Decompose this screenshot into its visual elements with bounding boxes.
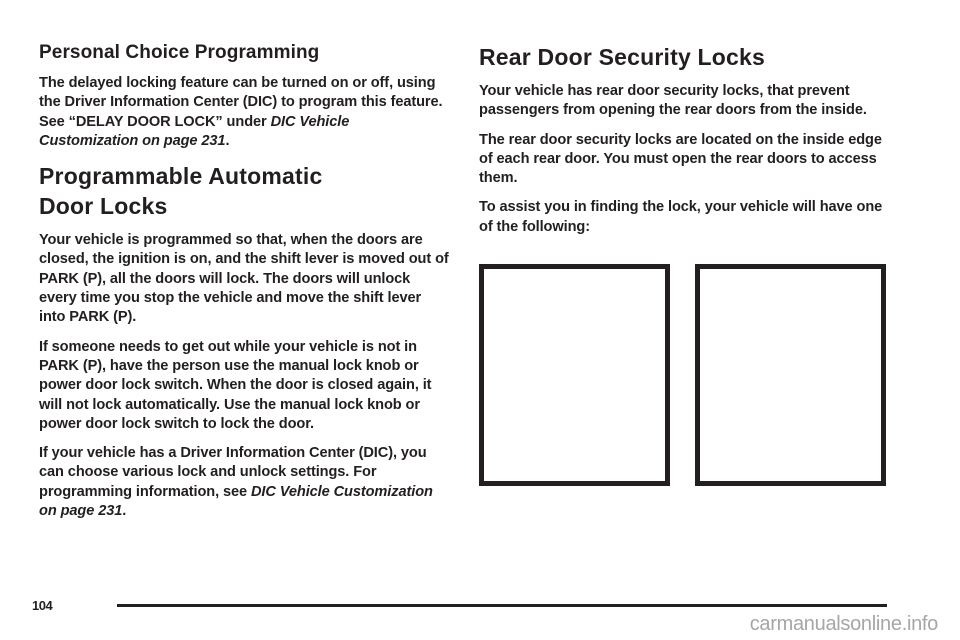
section-heading-personal-choice: Personal Choice Programming (39, 42, 320, 63)
footer-divider (117, 604, 887, 607)
paragraph-text: The delayed locking feature can be turned on or off, using the Driver Information Center (DIC) to program this feature. See “DELAY DOOR LOCK” under (39, 75, 443, 130)
left-column (39, 42, 451, 531)
cross-reference-link[interactable]: DIC Vehicle Customization on page 231 (39, 113, 350, 149)
rear-door-paragraph-3: To assist you in finding the lock, your vehicle will have one of the following: (479, 199, 883, 235)
lock-illustration-frame-2 (695, 264, 886, 486)
rear-door-paragraph-1: Your vehicle has rear door security locks, that prevent passengers from opening the rear doors from the inside. (479, 83, 867, 119)
rear-door-paragraph-2: The rear door security locks are located on the inside edge of each rear door. You must open the rear doors to access them. (479, 131, 882, 187)
paragraph-text: If your vehicle has a Driver Information Center (DIC), you can choose various lock and unlock settings. For programming information, see (39, 445, 427, 500)
page-number: 104 (32, 598, 53, 613)
section-heading-programmable-locks (39, 161, 451, 221)
watermark: carmanualsonline.info (749, 613, 938, 635)
programmable-locks-paragraph-1: Your vehicle is programmed so that, when the doors are closed, the ignition is on, and the shift lever is moved out of PARK (P), all the doors will lock. The doors will unlock every time you stop the vehicle and move the shift lever into PARK (P). (39, 232, 449, 326)
paragraph-text-end: . (122, 503, 127, 520)
cross-reference-link[interactable]: DIC Vehicle Customization on page 231 (39, 483, 433, 520)
section-heading-rear-door-security: Rear Door Security Locks (479, 44, 766, 70)
paragraph-text-end: . (225, 132, 230, 149)
programmable-locks-paragraph-2: If someone needs to get out while your vehicle is not in PARK (P), have the person use the manual lock knob or power door lock switch. When the door is closed again, it will not lock automatically. Use the manual lock knob or power door lock switch to lock the door. (39, 338, 432, 432)
heading-line-2: Door Locks (39, 193, 168, 220)
personal-choice-paragraph (39, 74, 451, 151)
lock-illustration-frame-1 (479, 264, 670, 486)
right-column (479, 42, 899, 247)
programmable-locks-paragraph-3 (39, 444, 451, 521)
heading-line-1: Programmable Automatic (39, 163, 323, 190)
figures-row (479, 264, 889, 491)
